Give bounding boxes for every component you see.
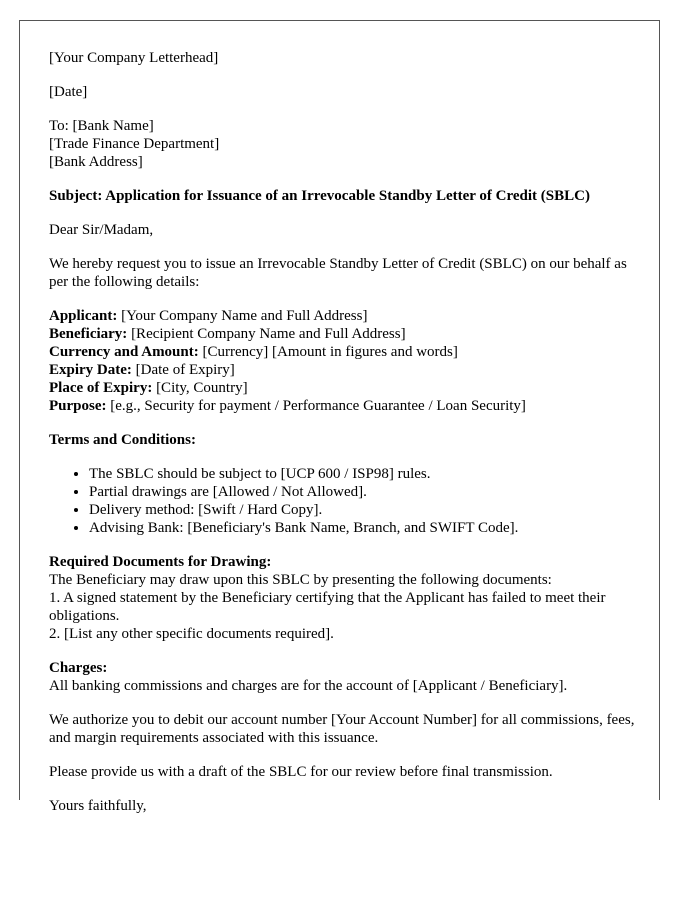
recipient-line: [Trade Finance Department] bbox=[49, 136, 220, 152]
charges-heading: Charges: bbox=[49, 660, 108, 676]
detail-value: [e.g., Security for payment / Performance Guarantee / Loan Security] bbox=[106, 398, 526, 414]
detail-value: [Recipient Company Name and Full Address] bbox=[127, 326, 406, 342]
recipient-line: [Bank Address] bbox=[49, 154, 143, 170]
recipient-line: To: [Bank Name] bbox=[49, 118, 154, 134]
detail-value: [City, Country] bbox=[152, 380, 248, 396]
terms-item: • The SBLC should be subject to [UCP 600 / ISP98] rules. bbox=[89, 465, 639, 483]
details-block bbox=[49, 307, 639, 415]
closing-line: Yours faithfully, bbox=[49, 798, 147, 814]
detail-value: [Date of Expiry] bbox=[131, 362, 235, 378]
subject-line: Subject: Application for Issuance of an Irrevocable Standby Letter of Credit (SBLC) bbox=[49, 188, 590, 204]
salutation: Dear Sir/Madam, bbox=[49, 222, 154, 238]
terms-item: • Advising Bank: [Beneficiary's Bank Name, Branch, and SWIFT Code]. bbox=[89, 519, 639, 537]
documents-intro: The Beneficiary may draw upon this SBLC by presenting the following documents: bbox=[49, 572, 552, 588]
terms-heading: Terms and Conditions: bbox=[49, 432, 196, 448]
recipient-block bbox=[49, 117, 639, 171]
detail-label: Expiry Date: bbox=[49, 362, 132, 378]
documents-heading: Required Documents for Drawing: bbox=[49, 554, 272, 570]
draft-request-paragraph: Please provide us with a draft of the SBLC for our review before final transmission. bbox=[49, 764, 553, 780]
letterhead: [Your Company Letterhead] bbox=[49, 50, 219, 66]
detail-value: [Currency] [Amount in figures and words] bbox=[198, 344, 458, 360]
letter-body bbox=[49, 49, 639, 831]
detail-label: Applicant: bbox=[49, 308, 118, 324]
charges-block bbox=[49, 659, 639, 695]
terms-item: • Delivery method: [Swift / Hard Copy]. bbox=[89, 501, 639, 519]
documents-item: 2. [List any other specific documents required]. bbox=[49, 626, 334, 642]
intro-paragraph: We hereby request you to issue an Irrevocable Standby Letter of Credit (SBLC) on our behalf as per the following details: bbox=[49, 256, 627, 290]
detail-label: Purpose: bbox=[49, 398, 107, 414]
terms-list bbox=[49, 465, 639, 537]
letter-page bbox=[19, 20, 660, 814]
documents-item: 1. A signed statement by the Beneficiary certifying that the Applicant has failed to meet their obligations. bbox=[49, 590, 606, 624]
detail-label: Place of Expiry: bbox=[49, 380, 153, 396]
detail-label: Currency and Amount: bbox=[49, 344, 199, 360]
detail-label: Beneficiary: bbox=[49, 326, 128, 342]
documents-block bbox=[49, 553, 639, 643]
authorization-paragraph: We authorize you to debit our account number [Your Account Number] for all commissions, fees, and margin requirements associated with this issuance. bbox=[49, 712, 635, 746]
detail-value: [Your Company Name and Full Address] bbox=[117, 308, 368, 324]
letter-date: [Date] bbox=[49, 84, 88, 100]
terms-item: • Partial drawings are [Allowed / Not Allowed]. bbox=[89, 483, 639, 501]
charges-text: All banking commissions and charges are for the account of [Applicant / Beneficiary]. bbox=[49, 678, 568, 694]
